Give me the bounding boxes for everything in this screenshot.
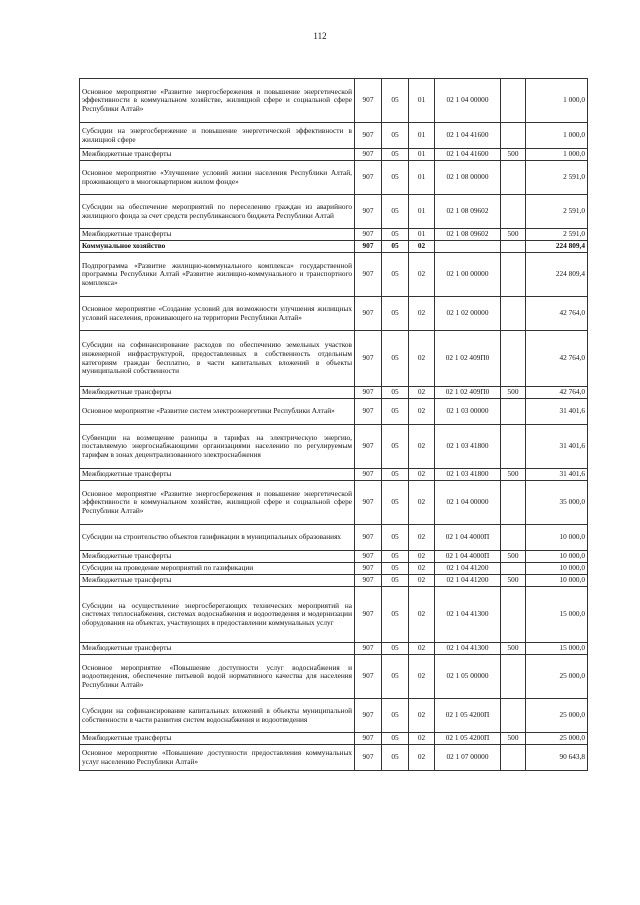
- row-section-code: 05: [382, 563, 409, 575]
- row-ministry-code: 907: [355, 241, 382, 253]
- table-row: [80, 331, 588, 387]
- row-name: Основное мероприятие «Повышение доступности услуг водоснабжения и водоотведения, обеспечение питьевой водой нормативного качества для населения Республики Алтай»: [80, 655, 355, 699]
- table-row: [80, 481, 588, 525]
- row-target-article-code: 02 1 04 4000П: [435, 525, 501, 551]
- row-subsection-code: 02: [409, 481, 435, 525]
- row-name: Основное мероприятие «Улучшение условий жизни населения Республики Алтай, проживающего в многоквартирном жилом фонде»: [80, 161, 355, 195]
- row-section-code: 05: [382, 331, 409, 387]
- row-expense-type-code: [501, 331, 526, 387]
- row-name: Межбюджетные трансферты: [80, 387, 355, 399]
- row-target-article-code: 02 1 04 41200: [435, 575, 501, 587]
- table-row: [80, 745, 588, 771]
- row-expense-type-code: [501, 563, 526, 575]
- table-row: [80, 563, 588, 575]
- row-subsection-code: 02: [409, 525, 435, 551]
- row-section-code: 05: [382, 195, 409, 229]
- row-expense-type-code: 500: [501, 387, 526, 399]
- row-expense-type-code: [501, 253, 526, 297]
- row-expense-type-code: [501, 425, 526, 469]
- row-amount: 10 000,0: [526, 525, 588, 551]
- row-target-article-code: 02 1 05 00000: [435, 655, 501, 699]
- row-subsection-code: 01: [409, 161, 435, 195]
- row-target-article-code: 02 1 02 409П0: [435, 387, 501, 399]
- row-expense-type-code: 500: [501, 551, 526, 563]
- row-subsection-code: 02: [409, 551, 435, 563]
- row-amount: 90 643,8: [526, 745, 588, 771]
- row-expense-type-code: [501, 699, 526, 733]
- row-subsection-code: 02: [409, 425, 435, 469]
- row-name: Субсидии на проведение мероприятий по газификации: [80, 563, 355, 575]
- row-amount: 1 000,0: [526, 123, 588, 149]
- row-amount: 10 000,0: [526, 575, 588, 587]
- row-expense-type-code: [501, 195, 526, 229]
- row-target-article-code: [435, 241, 501, 253]
- row-ministry-code: 907: [355, 745, 382, 771]
- row-target-article-code: 02 1 04 4000П: [435, 551, 501, 563]
- table-row: [80, 241, 588, 253]
- row-expense-type-code: 500: [501, 733, 526, 745]
- row-ministry-code: 907: [355, 195, 382, 229]
- row-name: Субсидии на софинансирование расходов по обеспечению земельных участков инженерной инфраструктурой, предоставленных в собственность отдельным категориям граждан бесплатно, в части капитальных вложений в объекты муниципальной собственности: [80, 331, 355, 387]
- row-amount: 1 000,0: [526, 79, 588, 123]
- table-row: [80, 575, 588, 587]
- row-expense-type-code: [501, 399, 526, 425]
- row-ministry-code: 907: [355, 253, 382, 297]
- row-subsection-code: 02: [409, 563, 435, 575]
- row-target-article-code: 02 1 05 4200П: [435, 699, 501, 733]
- table-row: [80, 733, 588, 745]
- row-amount: 2 591,0: [526, 229, 588, 241]
- row-expense-type-code: 500: [501, 149, 526, 161]
- row-name: Субсидии на осуществление энергосберегающих технических мероприятий на системах теплоснабжения, системах водоснабжения и водоотведения и модернизации оборудования на объектах, участвующих в предоставлении коммунальных услуг: [80, 587, 355, 643]
- row-target-article-code: 02 1 03 00000: [435, 399, 501, 425]
- row-target-article-code: 02 1 04 41300: [435, 587, 501, 643]
- row-expense-type-code: [501, 297, 526, 331]
- row-expense-type-code: [501, 123, 526, 149]
- row-ministry-code: 907: [355, 399, 382, 425]
- row-amount: 15 000,0: [526, 587, 588, 643]
- row-amount: 224 809,4: [526, 241, 588, 253]
- table-row: [80, 195, 588, 229]
- row-name: Межбюджетные трансферты: [80, 575, 355, 587]
- row-ministry-code: 907: [355, 297, 382, 331]
- row-expense-type-code: [501, 745, 526, 771]
- row-section-code: 05: [382, 123, 409, 149]
- row-ministry-code: 907: [355, 563, 382, 575]
- row-subsection-code: 02: [409, 643, 435, 655]
- row-target-article-code: 02 1 04 41300: [435, 643, 501, 655]
- row-ministry-code: 907: [355, 229, 382, 241]
- row-ministry-code: 907: [355, 733, 382, 745]
- row-subsection-code: 02: [409, 469, 435, 481]
- row-expense-type-code: [501, 525, 526, 551]
- row-target-article-code: 02 1 07 00000: [435, 745, 501, 771]
- table-row: [80, 655, 588, 699]
- row-subsection-code: 02: [409, 297, 435, 331]
- table-row: [80, 79, 588, 123]
- table-row: [80, 425, 588, 469]
- row-ministry-code: 907: [355, 525, 382, 551]
- row-section-code: 05: [382, 425, 409, 469]
- row-section-code: 05: [382, 643, 409, 655]
- row-expense-type-code: 500: [501, 575, 526, 587]
- table-row: [80, 253, 588, 297]
- row-ministry-code: 907: [355, 699, 382, 733]
- row-target-article-code: 02 1 04 00000: [435, 481, 501, 525]
- table-row: [80, 469, 588, 481]
- row-target-article-code: 02 1 02 409П0: [435, 331, 501, 387]
- row-ministry-code: 907: [355, 469, 382, 481]
- row-expense-type-code: [501, 655, 526, 699]
- table-row: [80, 551, 588, 563]
- row-name: Межбюджетные трансферты: [80, 469, 355, 481]
- row-ministry-code: 907: [355, 551, 382, 563]
- table-row: [80, 297, 588, 331]
- row-amount: 31 401,6: [526, 425, 588, 469]
- row-section-code: 05: [382, 587, 409, 643]
- page-number: 112: [313, 31, 327, 41]
- row-ministry-code: 907: [355, 161, 382, 195]
- row-amount: 2 591,0: [526, 161, 588, 195]
- row-section-code: 05: [382, 399, 409, 425]
- row-ministry-code: 907: [355, 655, 382, 699]
- row-section-code: 05: [382, 745, 409, 771]
- row-ministry-code: 907: [355, 425, 382, 469]
- table-row: [80, 387, 588, 399]
- row-amount: 15 000,0: [526, 643, 588, 655]
- row-section-code: 05: [382, 551, 409, 563]
- row-section-code: 05: [382, 241, 409, 253]
- row-target-article-code: 02 1 04 41600: [435, 149, 501, 161]
- row-amount: 31 401,6: [526, 399, 588, 425]
- row-expense-type-code: 500: [501, 469, 526, 481]
- row-section-code: 05: [382, 149, 409, 161]
- row-section-code: 05: [382, 387, 409, 399]
- table-row: [80, 161, 588, 195]
- row-target-article-code: 02 1 08 09602: [435, 195, 501, 229]
- row-subsection-code: 02: [409, 699, 435, 733]
- row-subsection-code: 02: [409, 745, 435, 771]
- row-subsection-code: 01: [409, 229, 435, 241]
- row-subsection-code: 01: [409, 195, 435, 229]
- row-expense-type-code: 500: [501, 643, 526, 655]
- row-amount: 224 809,4: [526, 253, 588, 297]
- row-subsection-code: 02: [409, 387, 435, 399]
- row-name: Субвенции на возмещение разницы в тарифах на электрическую энергию, поставляемую энергоснабжающими организациями населению по регулируемым тарифам в зонах децентрализованного электроснабжения: [80, 425, 355, 469]
- table-row: [80, 149, 588, 161]
- row-name: Субсидии на обеспечение мероприятий по переселению граждан из аварийного жилищного фонда за счет средств республиканского бюджета Республики Алтай: [80, 195, 355, 229]
- row-amount: 42 764,0: [526, 331, 588, 387]
- row-ministry-code: 907: [355, 575, 382, 587]
- row-subsection-code: 01: [409, 123, 435, 149]
- row-subsection-code: 02: [409, 241, 435, 253]
- row-subsection-code: 02: [409, 575, 435, 587]
- row-section-code: 05: [382, 229, 409, 241]
- row-amount: 25 000,0: [526, 655, 588, 699]
- row-name: Субсидии на энергосбережение и повышение энергетической эффективности в жилищной сфере: [80, 123, 355, 149]
- row-target-article-code: 02 1 02 00000: [435, 297, 501, 331]
- row-amount: 2 591,0: [526, 195, 588, 229]
- row-expense-type-code: [501, 241, 526, 253]
- row-target-article-code: 02 1 03 41800: [435, 425, 501, 469]
- row-subsection-code: 02: [409, 587, 435, 643]
- row-name: Межбюджетные трансферты: [80, 551, 355, 563]
- row-subsection-code: 02: [409, 655, 435, 699]
- row-target-article-code: 02 1 03 41800: [435, 469, 501, 481]
- row-expense-type-code: [501, 79, 526, 123]
- row-name: Подпрограмма «Развитие жилищно-коммунального комплекса» государственной программы Республики Алтай «Развитие жилищно-коммунального и транспортного комплекса»: [80, 253, 355, 297]
- row-target-article-code: 02 1 04 41600: [435, 123, 501, 149]
- row-ministry-code: 907: [355, 331, 382, 387]
- row-name: Межбюджетные трансферты: [80, 643, 355, 655]
- row-expense-type-code: [501, 161, 526, 195]
- row-subsection-code: 02: [409, 331, 435, 387]
- row-amount: 1 000,0: [526, 149, 588, 161]
- table-row: [80, 643, 588, 655]
- table-row: [80, 399, 588, 425]
- row-target-article-code: 02 1 05 4200П: [435, 733, 501, 745]
- row-section-code: 05: [382, 79, 409, 123]
- row-subsection-code: 02: [409, 733, 435, 745]
- row-name: Коммунальное хозяйство: [80, 241, 355, 253]
- row-section-code: 05: [382, 733, 409, 745]
- row-amount: 42 764,0: [526, 297, 588, 331]
- row-section-code: 05: [382, 481, 409, 525]
- row-expense-type-code: [501, 481, 526, 525]
- row-name: Межбюджетные трансферты: [80, 229, 355, 241]
- row-name: Основное мероприятие «Развитие систем электроэнергетики Республики Алтай»: [80, 399, 355, 425]
- row-expense-type-code: [501, 587, 526, 643]
- row-name: Основное мероприятие «Развитие энергосбережения и повышение энергетической эффективности в коммунальном хозяйстве, жилищной сфере и социальной сфере Республики Алтай»: [80, 79, 355, 123]
- row-target-article-code: 02 1 08 09602: [435, 229, 501, 241]
- table-row: [80, 229, 588, 241]
- row-section-code: 05: [382, 525, 409, 551]
- budget-table: [79, 78, 588, 771]
- row-expense-type-code: 500: [501, 229, 526, 241]
- row-ministry-code: 907: [355, 79, 382, 123]
- row-subsection-code: 02: [409, 399, 435, 425]
- row-ministry-code: 907: [355, 123, 382, 149]
- row-subsection-code: 01: [409, 149, 435, 161]
- row-section-code: 05: [382, 699, 409, 733]
- row-name: Субсидии на софинансирование капитальных вложений в объекты муниципальной собственности в части развития систем водоснабжения и водоотведения: [80, 699, 355, 733]
- row-name: Основное мероприятие «Развитие энергосбережения и повышение энергетической эффективности в коммунальном хозяйстве, жилищной сфере и социальной сфере Республики Алтай»: [80, 481, 355, 525]
- row-name: Межбюджетные трансферты: [80, 733, 355, 745]
- table-row: [80, 123, 588, 149]
- row-ministry-code: 907: [355, 149, 382, 161]
- row-amount: 10 000,0: [526, 551, 588, 563]
- row-subsection-code: 01: [409, 79, 435, 123]
- row-target-article-code: 02 1 00 00000: [435, 253, 501, 297]
- row-section-code: 05: [382, 469, 409, 481]
- table-row: [80, 699, 588, 733]
- row-subsection-code: 02: [409, 253, 435, 297]
- row-ministry-code: 907: [355, 481, 382, 525]
- row-ministry-code: 907: [355, 587, 382, 643]
- table-row: [80, 525, 588, 551]
- row-section-code: 05: [382, 575, 409, 587]
- row-amount: 35 000,0: [526, 481, 588, 525]
- row-section-code: 05: [382, 253, 409, 297]
- budget-table-body: [80, 79, 588, 771]
- table-row: [80, 587, 588, 643]
- row-amount: 10 000,0: [526, 563, 588, 575]
- row-ministry-code: 907: [355, 643, 382, 655]
- row-ministry-code: 907: [355, 387, 382, 399]
- row-target-article-code: 02 1 04 00000: [435, 79, 501, 123]
- row-amount: 42 764,0: [526, 387, 588, 399]
- row-amount: 31 401,6: [526, 469, 588, 481]
- row-amount: 25 000,0: [526, 699, 588, 733]
- row-name: Основное мероприятие «Повышение доступности предоставления коммунальных услуг населению Республики Алтай»: [80, 745, 355, 771]
- row-name: Субсидии на строительство объектов газификации в муниципальных образованиях: [80, 525, 355, 551]
- row-target-article-code: 02 1 08 00000: [435, 161, 501, 195]
- row-section-code: 05: [382, 161, 409, 195]
- row-name: Основное мероприятие «Создание условий для возможности улучшения жилищных условий населения, проживающего на территории Республики Алтай»: [80, 297, 355, 331]
- row-amount: 25 000,0: [526, 733, 588, 745]
- row-target-article-code: 02 1 04 41200: [435, 563, 501, 575]
- row-section-code: 05: [382, 655, 409, 699]
- row-name: Межбюджетные трансферты: [80, 149, 355, 161]
- row-section-code: 05: [382, 297, 409, 331]
